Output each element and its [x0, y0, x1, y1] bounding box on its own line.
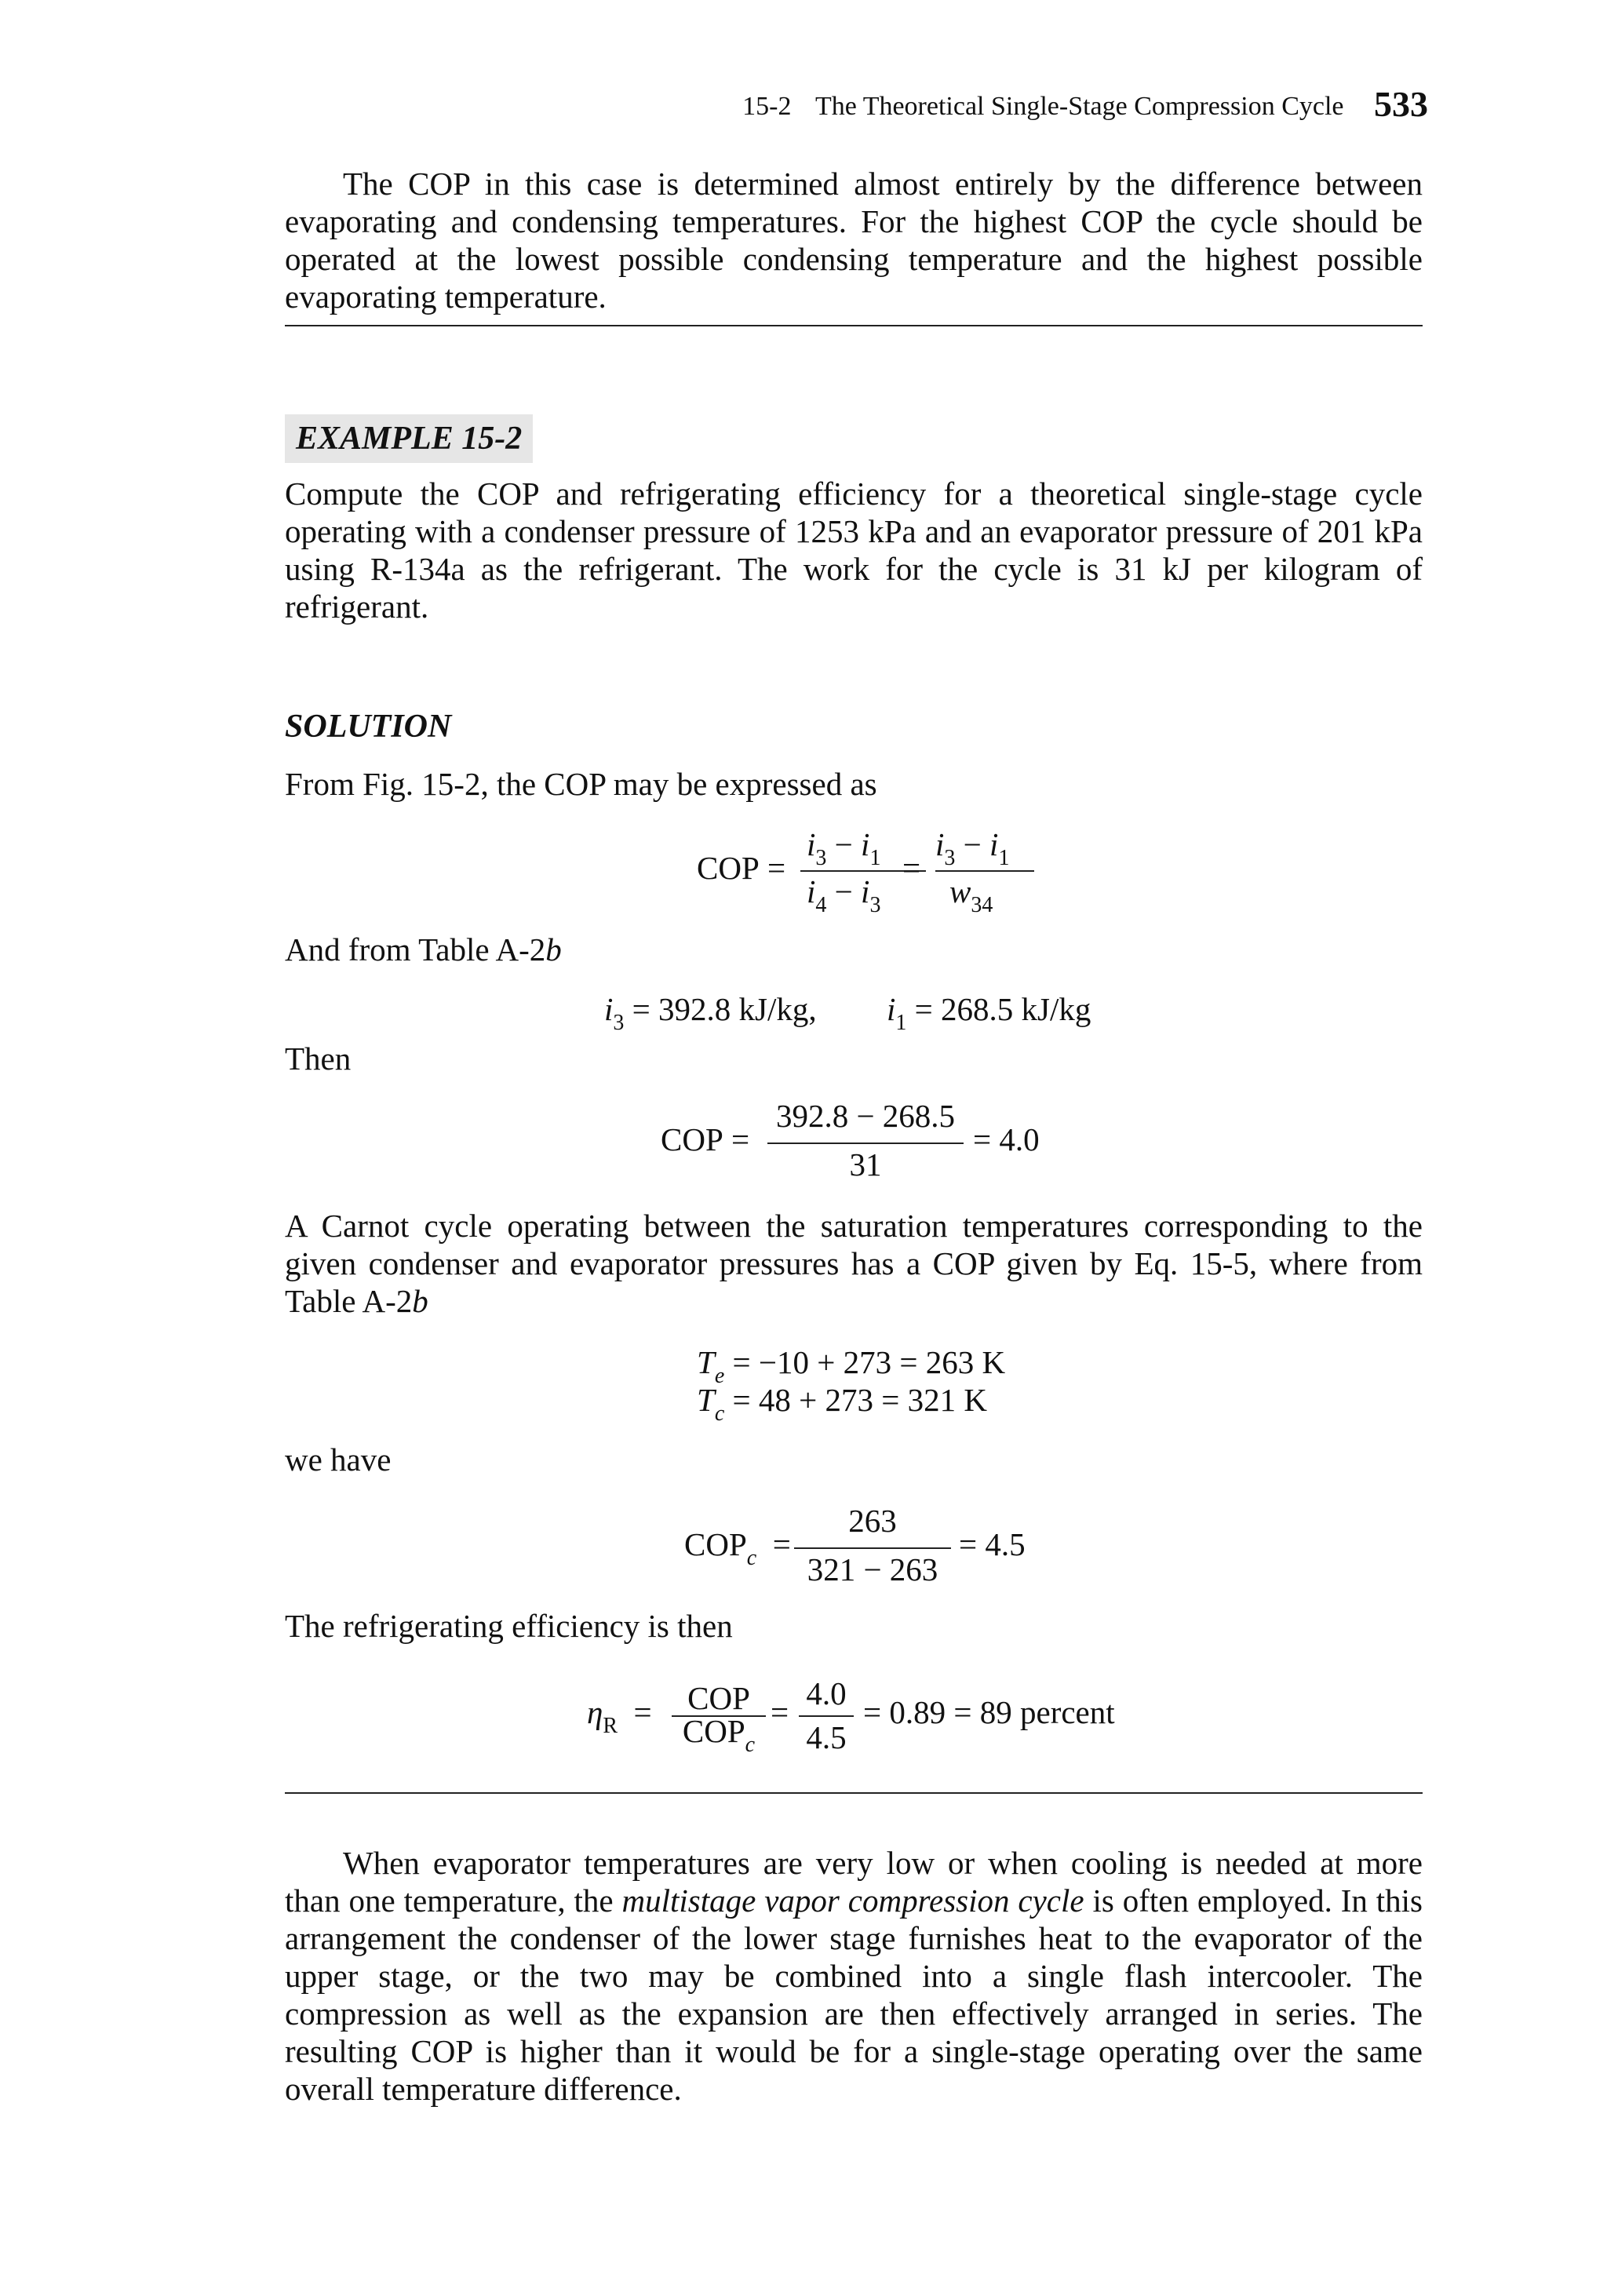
closing-paragraph: When evaporator temperatures are very low or when cooling is needed at more than one temperature, the multistage vapor compression cycle is often employed. In this arrangement the condenser of the lower stage furnishes heat to the evaporator of the upper stage, or the two may be combined into a single flash intercooler. The compression as well as the expansion are then effectively arranged in series. The resulting COP is higher than it would be for a single-stage operating over the same overall temperature difference. [285, 1845, 1423, 2107]
bottom-divider [285, 1792, 1423, 1794]
example-problem: Compute the COP and refrigerating efficiency for a theoretical single-stage cycle operating with a condenser pressure of 1253 kPa and an evaporator pressure of 201 kPa using R-134a as the refrigerant. The work for the cycle is 31 kJ per kilogram of refrigerant. [285, 476, 1423, 625]
solution-label: SOLUTION [285, 709, 452, 745]
eta-fraction-1: COP $COP_c$ [672, 1679, 766, 1758]
cop-num-lhs: COP = [661, 1121, 750, 1157]
eta-result: = 0.89 = 89 percent [863, 1694, 1115, 1730]
eta-equals-2: = [771, 1694, 789, 1730]
cop-def-fraction-2: $i_3 - i_1$ $w_{34}$ [935, 825, 1014, 913]
page-number: 533 [1374, 84, 1428, 124]
copc-fraction: 263 321 − 263 [794, 1502, 951, 1590]
cop-def-equals: = [902, 850, 921, 886]
cop-num-fraction: 392.8 − 268.5 31 [767, 1097, 964, 1185]
solution-line-then: Then [285, 1040, 352, 1077]
solution-line-table: And from Table A-2b [285, 931, 562, 968]
eta-lhs: $\eta_R$ = [587, 1694, 652, 1738]
te-equation: $T_e = -10 + 273 = 263$ K [697, 1344, 1006, 1388]
cop-def-fraction-1: $i_3 - i_1$ $i_4 - i_3$ [800, 825, 926, 913]
solution-line-fig: From Fig. 15-2, the COP may be expressed as [285, 766, 877, 802]
i1-value: $i_1 = 268.5$ kJ/kg [887, 991, 1091, 1035]
solution-line-we-have: we have [285, 1441, 392, 1478]
solution-line-efficiency: The refrigerating efficiency is then [285, 1608, 733, 1644]
top-divider [285, 325, 1423, 326]
eta-fraction-2: 4.0 4.5 [799, 1675, 854, 1762]
copc-result: = 4.5 [959, 1526, 1026, 1562]
carnot-paragraph: A Carnot cycle operating between the saturation temperatures corresponding to the given condenser and evaporator pressures has a COP given by Eq. 15-5, where from Table A-2b [285, 1208, 1423, 1319]
running-header [282, 85, 1428, 126]
example-label: EXAMPLE 15-2 [285, 414, 533, 463]
tc-equation: $T_c = 48 + 273 = 321$ K [697, 1382, 987, 1426]
copc-lhs: $COP_c$ = [684, 1526, 791, 1570]
intro-paragraph: The COP in this case is determined almost entirely by the difference between evaporating and condensing temperatures. For the highest COP the cycle should be operated at the lowest possible condensing temperature and the highest possible evaporating temperature. [285, 166, 1423, 315]
i3-value: $i_3 = 392.8$ kJ/kg, [604, 991, 817, 1035]
section-title: The Theoretical Single-Stage Compression Cycle [814, 92, 1344, 121]
cop-num-result: = 4.0 [973, 1121, 1040, 1157]
section-number: 15-2 [742, 92, 792, 121]
cop-def-lhs: COP = [697, 850, 786, 886]
